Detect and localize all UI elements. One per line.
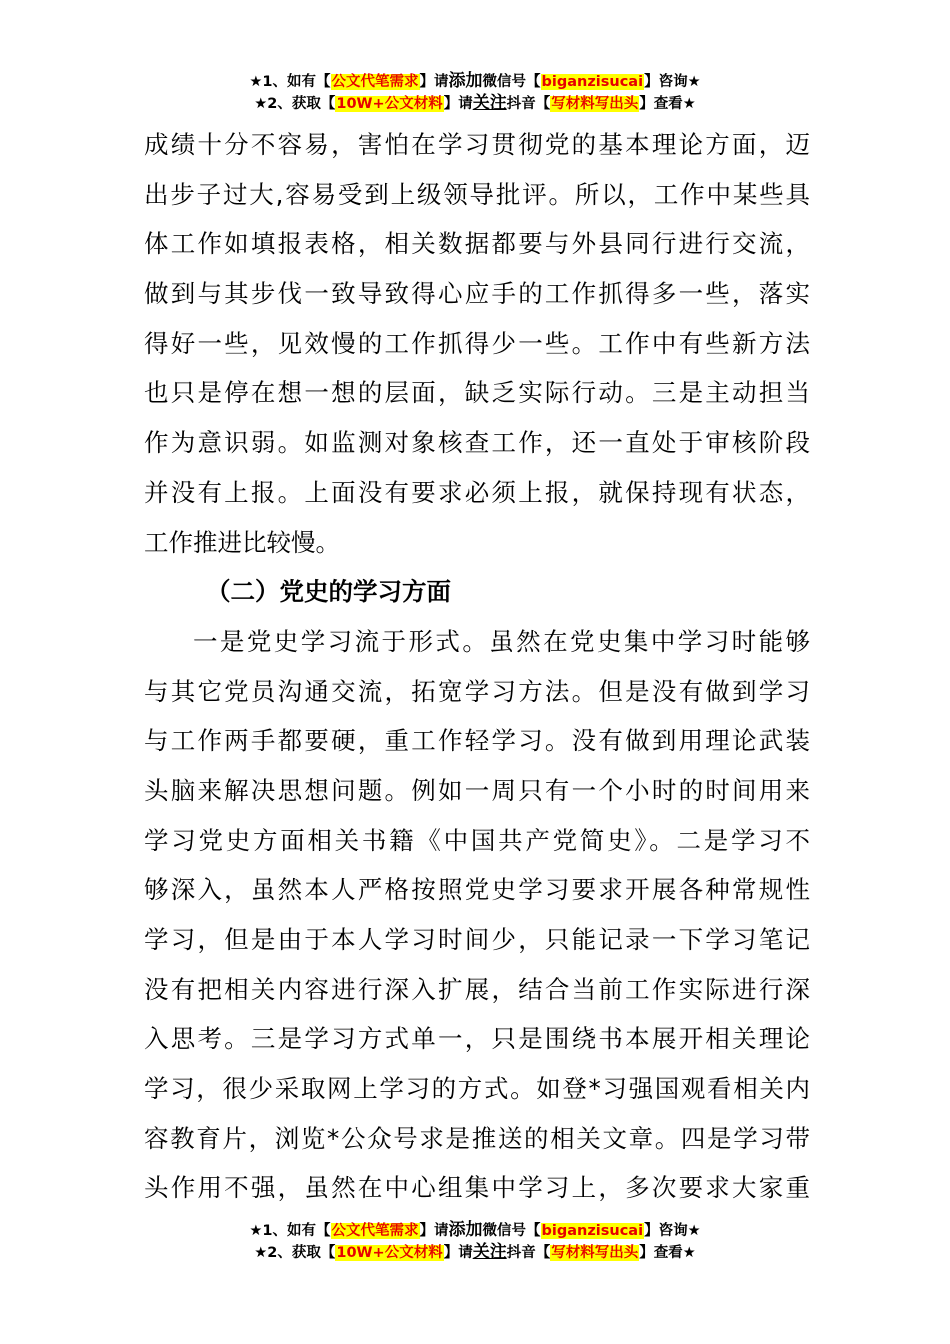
- banner-line-1: ★1、如有【公文代笔需求】请添加微信号【biganzisucai】咨询★: [249, 71, 701, 91]
- text-line: 并没有上报。上面没有要求必须上报，就保持现有状态，: [144, 477, 810, 507]
- banner-douyin-name: 写材料写出头: [551, 96, 639, 112]
- banner-highlight: 公文代笔需求: [331, 1223, 419, 1239]
- banner-highlight: 10W+公文材料: [336, 96, 443, 112]
- text-line: 学习党史方面相关书籍《中国共产党简史》。二是学习不: [144, 825, 810, 855]
- banner-wechat-id: biganzisucai: [541, 1223, 644, 1239]
- banner-wechat-id: biganzisucai: [541, 74, 644, 90]
- text-line: 没有把相关内容进行深入扩展，结合当前工作实际进行深: [144, 974, 810, 1004]
- text-line: 得好一些，见效慢的工作抓得少一些。工作中有些新方法: [144, 328, 810, 358]
- banner-highlight: 公文代笔需求: [331, 74, 419, 90]
- text-line: 一是党史学习流于形式。虽然在党史集中学习时能够: [193, 626, 810, 656]
- text-line: 与其它党员沟通交流，拓宽学习方法。但是没有做到学习: [144, 676, 810, 706]
- text-line: 入思考。三是学习方式单一，只是围绕书本展开相关理论: [144, 1024, 810, 1054]
- text-line: 与工作两手都要硬，重工作轻学习。没有做到用理论武装: [144, 726, 810, 756]
- text-line: 成绩十分不容易，害怕在学习贯彻党的基本理论方面，迈: [144, 130, 810, 159]
- text-line: 学习，很少采取网上学习的方式。如登*习强国观看相关内: [144, 1074, 810, 1104]
- text-line: 也只是停在想一想的层面，缺乏实际行动。三是主动担当: [144, 378, 810, 408]
- text-line: 体工作如填报表格，相关数据都要与外县同行进行交流，: [144, 229, 810, 259]
- text-line: 作为意识弱。如监测对象核查工作，还一直处于审核阶段: [144, 428, 810, 458]
- header-banner: [0, 70, 950, 114]
- text-line: 出步子过大,容易受到上级领导批评。所以，工作中某些具: [144, 179, 810, 209]
- text-line: 够深入，虽然本人严格按照党史学习要求开展各种常规性: [144, 875, 810, 905]
- banner-line-2: ★2、获取【10W+公文材料】请关注抖音【写材料写出头】查看★: [254, 93, 696, 113]
- text-line: 工作推进比较慢。: [144, 527, 340, 557]
- text-line: 学习，但是由于本人学习时间少，只能记录一下学习笔记: [144, 925, 810, 954]
- text-line: 做到与其步伐一致导致得心应手的工作抓得多一些，落实: [144, 279, 810, 309]
- text-line: 容教育片，浏览*公众号求是推送的相关文章。四是学习带: [144, 1123, 810, 1153]
- text-line: 头脑来解决思想问题。例如一周只有一个小时的时间用来: [144, 775, 810, 805]
- section-heading: （二）党史的学习方面: [206, 577, 451, 607]
- banner-line-2: ★2、获取【10W+公文材料】请关注抖音【写材料写出头】查看★: [254, 1242, 696, 1262]
- banner-line-1: ★1、如有【公文代笔需求】请添加微信号【biganzisucai】咨询★: [249, 1220, 701, 1240]
- banner-highlight: 10W+公文材料: [336, 1245, 443, 1261]
- text-line: 头作用不强，虽然在中心组集中学习上，多次要求大家重: [144, 1173, 810, 1203]
- footer-banner: [0, 1219, 950, 1263]
- banner-douyin-name: 写材料写出头: [551, 1245, 639, 1261]
- document-body: [144, 120, 810, 1213]
